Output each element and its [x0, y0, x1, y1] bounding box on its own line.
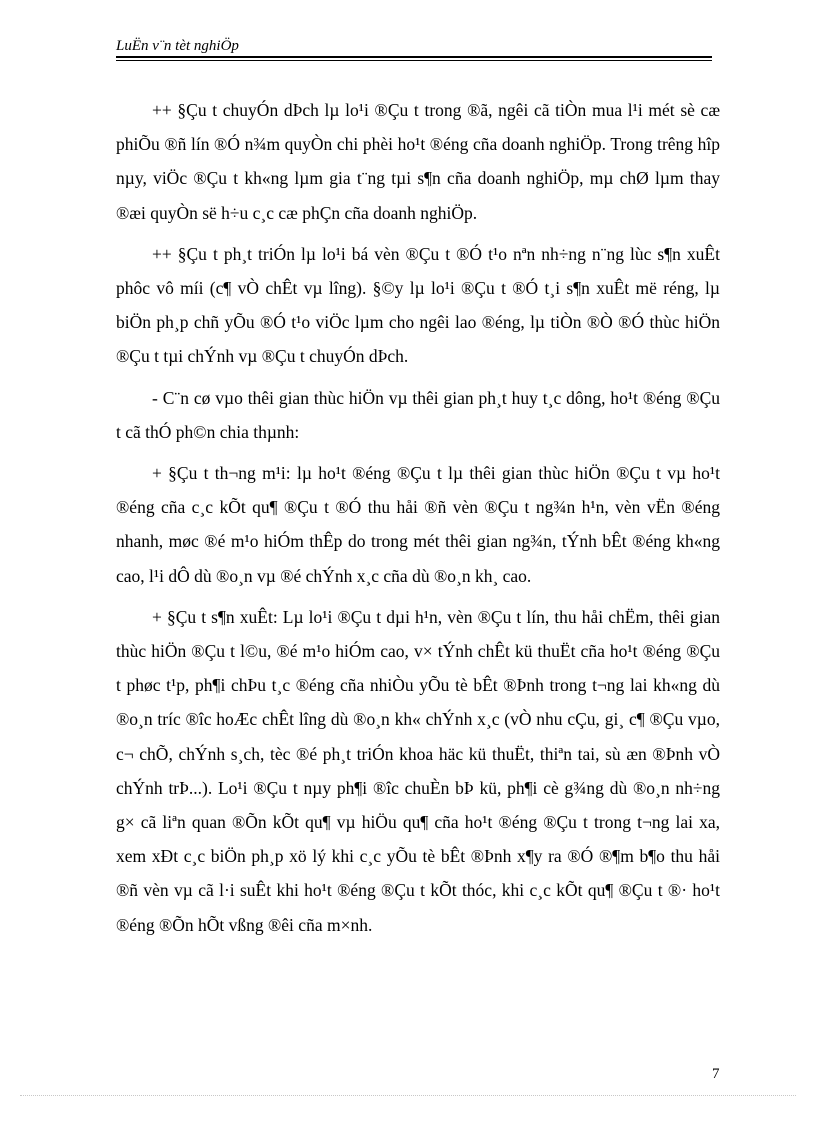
page-number: 7: [712, 1066, 720, 1082]
paragraph-classification-by-time: - C¨n cø vµo thêi gian thùc hiÖn vµ thêi gian ph¸t huy t¸c dông, ho¹t ®éng ®Çu t cã thÓ ph©n chia thµnh:: [116, 387, 720, 442]
paragraph-production-investment: + §Çu t s¶n xuÊt: Lµ lo¹i ®Çu t dµi h¹n, vèn ®Çu t lín, thu håi chËm, thêi gian thùc hiÖn ®Çu t l©u, ®é m¹o hiÓm cao, v× tÝnh chÊt kü thuËt cña ho¹t ®éng ®Çu t phøc t¹p, ph¶i chÞu t¸c ®éng cña nhiÒu yÕu tè bÊt ®Þnh trong t¬ng lai kh«ng dù ®o¸n tríc ®îc hoÆc chÊt lîng dù ®o¸n kh« chÝnh x¸c (vÒ nhu cÇu, gi¸ c¶ ®Çu vµo, c¬ chÕ, chÝnh s¸ch, tèc ®é ph¸t triÓn khoa häc kü thuËt, thiªn tai, sù æn ®Þnh vÒ chÝnh trÞ...). Lo¹i ®Çu t nµy ph¶i ®îc chuÈn bÞ kü, ph¶i cè g¾ng dù ®o¸n nh÷ng g× cã liªn quan ®Õn kÕt qu¶ vµ hiÖu qu¶ cña ho¹t ®éng ®Çu t trong t¬ng lai xa, xem xÐt c¸c biÖn ph¸p xö lý khi c¸c yÕu tè bÊt ®Þnh x¶y ra ®Ó ®¶m b¶o thu håi ®ñ vèn vµ cã l·i suÊt khi ho¹t ®éng ®Çu t kÕt thóc, khi c¸c kÕt qu¶ ®Çu t ®· ho¹t ®éng ®Õn hÕt vßng ®êi cña m×nh.: [116, 606, 720, 935]
header-title: LuËn v¨n tèt nghiÖp: [116, 38, 239, 54]
page-bottom-divider: [20, 1095, 796, 1096]
header-rule-thin: [116, 60, 712, 61]
paragraph-development-investment: ++ §Çu t ph¸t triÓn lµ lo¹i bá vèn ®Çu t ®Ó t¹o nªn nh÷ng n¨ng lùc s¶n xuÊt phôc vô míi (c¶ vÒ chÊt vµ lîng). §©y lµ lo¹i ®Çu t ®Ó t¸i s¶n xuÊt më réng, lµ biÖn ph¸p chñ yÕu ®Ó t¹o viÖc lµm cho ngêi lao ®éng, lµ tiÒn ®Ò ®Ó thùc hiÖn ®Çu t tµi chÝnh vµ ®Çu t chuyÓn dÞch.: [116, 243, 720, 367]
paragraph-commercial-investment: + §Çu t th¬ng m¹i: lµ ho¹t ®éng ®Çu t lµ thêi gian thùc hiÖn ®Çu t vµ ho¹t ®éng cña c¸c kÕt qu¶ ®Çu t ®Ó thu håi ®ñ vèn ®Çu t ng¾n h¹n, vèn vËn ®éng nhanh, møc ®é m¹o hiÓm thÊp do trong mét thêi gian ng¾n, tÝnh bÊt ®éng kh«ng cao, l¹i dÔ dù ®o¸n vµ ®é chÝnh x¸c cña dù ®o¸n kh¸ cao.: [116, 463, 720, 586]
document-body: [116, 93, 720, 949]
header-rule-thick: [116, 56, 712, 58]
page-header: [116, 36, 712, 62]
paragraph-investment-transfer: ++ §Çu t chuyÓn dÞch lµ lo¹i ®Çu t trong ®ã, ngêi cã tiÒn mua l¹i mét sè cæ phiÕu ®ñ lín ®Ó n¾m quyÒn chi phèi ho¹t ®éng cña doanh nghiÖp. Trong trêng hîp nµy, viÖc ®Çu t kh«ng lµm gia t¨ng tµi s¶n cña doanh nghiÖp, mµ chØ lµm thay ®æi quyÒn së h÷u c¸c cæ phÇn cña doanh nghiÖp.: [116, 100, 720, 223]
